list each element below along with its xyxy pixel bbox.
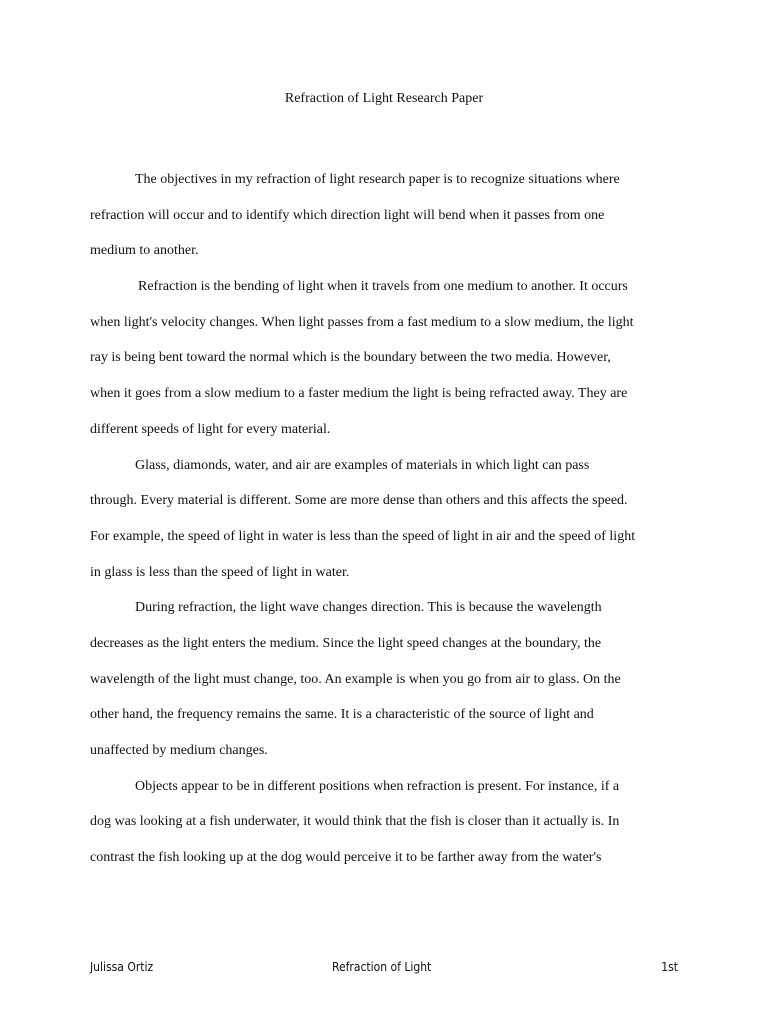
paragraph-3-line-3: For example, the speed of light in water is less than the speed of light in air and the speed of light [90,528,636,544]
paragraph-3-line-1: Glass, diamonds, water, and air are examples of materials in which light can pass [135,457,590,473]
paragraph-3-line-2: through. Every material is different. Some are more dense than others and this affects the speed. [90,493,628,509]
paragraph-1-line-1: The objectives in my refraction of light research paper is to recognize situations where [135,172,620,187]
page-footer [90,960,678,980]
paragraph-5-line-3: contrast the fish looking up at the dog would perceive it to be farther away from the water's [90,850,602,866]
paragraph-4-line-2: decreases as the light enters the medium. Since the light speed changes at the boundary, the [90,635,602,651]
footer-running-title: Refraction of Light [332,960,432,974]
paragraph-4-line-1: During refraction, the light wave changes direction. This is because the wavelength [135,600,602,616]
paragraph-3-line-4: in glass is less than the speed of light in water. [90,564,350,580]
paragraph-4-line-4: other hand, the frequency remains the same. It is a characteristic of the source of light and [90,707,594,723]
paragraph-2-line-5: different speeds of light for every material. [90,421,331,437]
footer-author: Julissa Ortiz [90,960,154,974]
page-title: Refraction of Light Research Paper [284,91,484,106]
paragraph-4-line-5: unaffected by medium changes. [90,743,268,758]
paragraph-5-line-2: dog was looking at a fish underwater, it would think that the fish is closer than it actually is. In [90,814,620,830]
paragraph-5-line-1: Objects appear to be in different positions when refraction is present. For instance, if a [135,778,620,794]
body-text [90,162,680,876]
footer-period: 1st [661,960,678,974]
paragraph-4-line-3: wavelength of the light must change, too. An example is when you go from air to glass. On the [90,671,621,687]
paragraph-2-line-4: when it goes from a slow medium to a faster medium the light is being refracted away. They are [90,386,628,402]
paragraph-1-line-3: medium to another. [90,243,199,259]
paragraph-1-line-2: refraction will occur and to identify which direction light will bend when it passes from one [90,207,605,223]
paragraph-2-line-1: Refraction is the bending of light when it travels from one medium to another. It occurs [138,279,628,295]
paragraph-2-line-3: ray is being bent toward the normal which is the boundary between the two media. However, [90,350,611,366]
paragraph-2-line-2: when light's velocity changes. When light passes from a fast medium to a slow medium, the light [90,314,634,330]
